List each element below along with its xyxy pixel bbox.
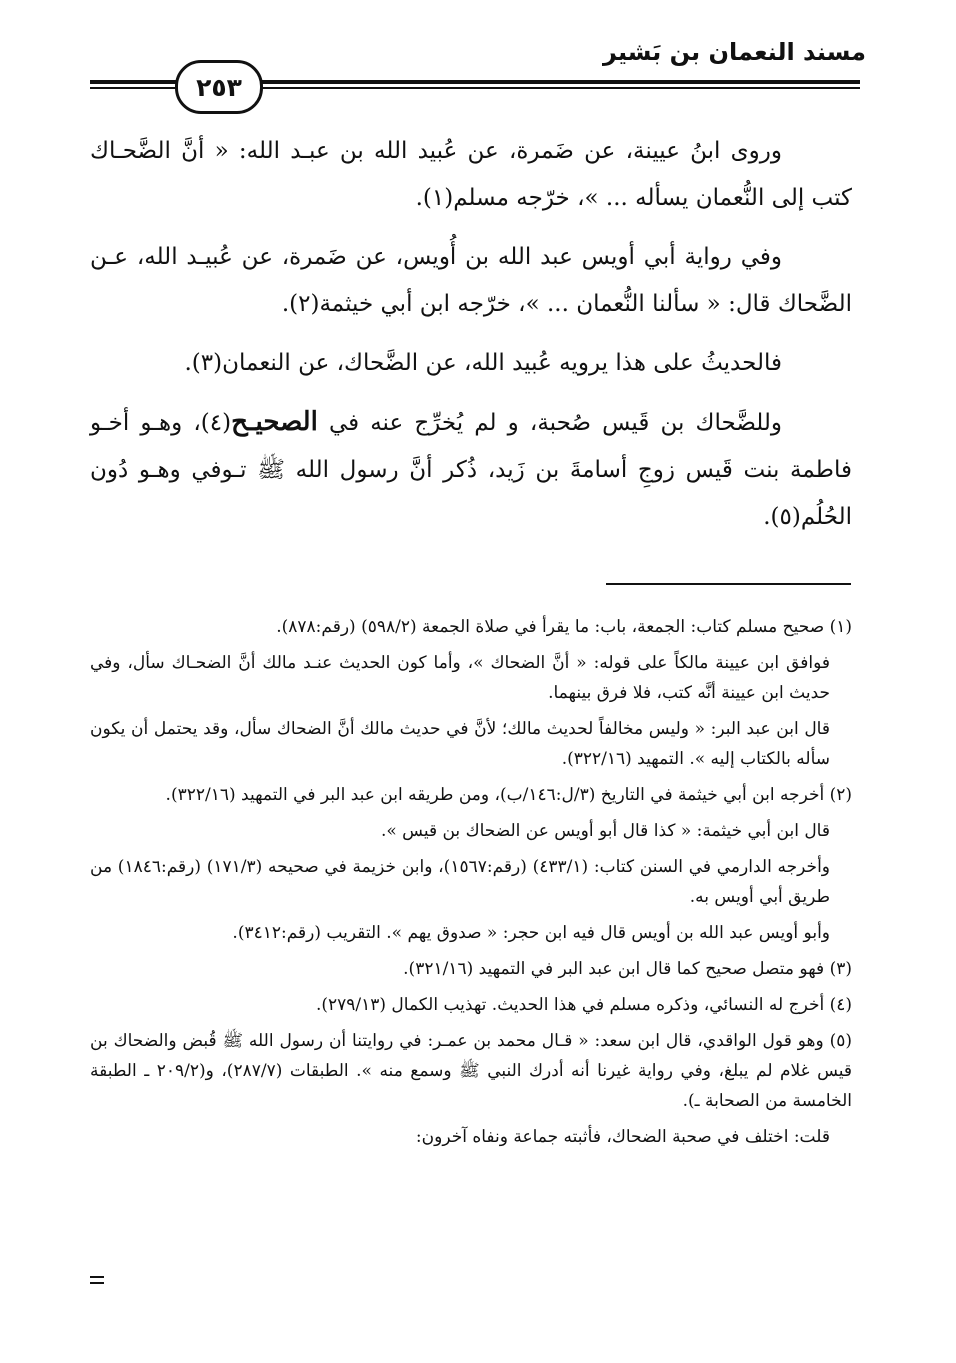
paragraph-2: وفي رواية أبي أويس عبد الله بن أُويس، عن ضَمرة، عن عُبيـد الله، عـن الضَّحاك قال: « سألنا النُّعمان ... »، خرّجه ابن أبي خيثمة(٢). [90,244,852,317]
footnote-line: فوافق ابن عيينة مالكاً على قوله: « أنَّ الضحاك »، وأما كون الحديث عنـد مالك أنَّ الضحـاك سأل، وفي حديث ابن عيينة أنَّه كتب، فلا فرق بينهما. [90,653,830,703]
paragraph-4-end: (٤)، وهـو أخـو فاطمة بنت قَيس زوجِ أسامةَ بن زَيد، ذُكر أنَّ رسول الله ﷺ تـوفي وهـو دُون الحُلُم(٥). [90,410,852,530]
continuation-mark [90,1276,104,1288]
paragraph-4 [90,399,852,541]
footnote-line: قال ابن عبد البر: « وليس مخالفاً لحديث مالك؛ لأنَّ في حديث مالك أنَّ الضحاك سأل، وقد يحتمل أن يكون سأله بالكتاب إليه ». التمهيد (٣٢٢/١٦). [90,719,830,769]
footnote-separator [606,583,851,585]
footnotes [90,612,852,1158]
sahih-emphasis: الصحيـح [231,407,318,437]
main-text [90,128,852,553]
footnote-line: (٣) فهو متصل صحيح كما قال ابن عبد البر في التمهيد (٣٢١/١٦). [403,959,852,979]
paragraph-4-start: وللضَّحاك بن قَيس صُحبة، و لم يُخرِّج عنه في [328,410,782,436]
footnote-line: وأخرجه الدارمي في السنن كتاب: (٤٣٣/١) (رقم:١٥٦٧)، وابن خزيمة في صحيحه (١٧١/٣) (رقم:١٨٤٦) من طريق أبي أويس به. [90,857,830,907]
footnote-line: (١) صحيح مسلم كتاب: الجمعة، باب: ما يقرأ في صلاة الجمعة (٥٩٨/٢) (رقم:٨٧٨). [276,617,852,637]
footnote-line: وأبو أويس عبد الله بن أويس قال فيه ابن حجر: « صدوق يهم ». التقريب (رقم:٣٤١٢). [232,923,830,943]
paragraph-3: فالحديثُ على هذا يرويه عُبيد الله، عن الضَّحاك، عن النعمان(٣). [184,350,782,376]
footnote-line: (٥) وهو قول الواقدي، قال ابن سعد: « قـال محمد بن عمـر: في روايتنا أن رسول الله ﷺ قُبض والضحاك بن قيس غلام لم يبلغ، وفي رواية غيرنا أنه أدرك النبي ﷺ وسمع منه ». الطبقات (٢٨٧/٧)، و(٢٠٩/٢ ـ الطبقة الخامسة من الصحابة ـ). [90,1031,853,1111]
paragraph-1: وروى ابنُ عيينة، عن ضَمرة، عن عُبيد الله بن عبـد الله: « أنَّ الضَّحـاك كتب إلى النُّعمان يسأله ... »، خرّجه مسلم(١). [90,138,852,211]
page-number: ٢٥٣ [175,60,263,114]
footnote-line: قلت: اختلف في صحبة الضحاك، فأثبته جماعة ونفاه آخرون: [415,1127,830,1147]
running-header-title: مسند النعمان بن بَشير [603,38,866,66]
footnote-line: قال ابن أبي خيثمة: « كذا قال أبو أويس عن الضحاك بن قيس ». [380,821,830,841]
footnote-line: (٢) أخرجه ابن أبي خيثمة في التاريخ (٣/ل:١٤٦/ب)، ومن طريقه ابن عبد البر في التمهيد (٣٢٢/١٦). [165,785,852,805]
footnote-line: (٤) أخرج له النسائي، وذكره مسلم في هذا الحديث. تهذيب الكمال (٢٧٩/١٣). [315,995,852,1015]
